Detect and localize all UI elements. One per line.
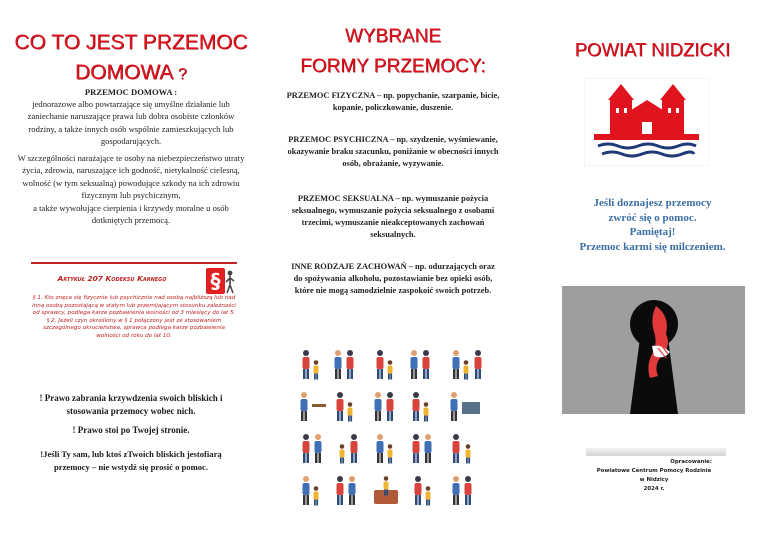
panel1-title: [10, 28, 252, 90]
castle-crest-icon: [584, 78, 709, 166]
keyhole-silenced-face-icon: [562, 286, 745, 414]
panel3-title: POWIAT NIDZICKI: [574, 39, 731, 60]
panel2-title-line1: WYBRANE: [344, 26, 442, 47]
panel1-title-line2: DOMOWA: [75, 61, 173, 84]
footer: [564, 458, 744, 494]
footer-year: 2024 r.: [643, 486, 665, 492]
form-sexual: PRZEMOC SEKSUALNA – np. wymuszanie pożycia seksualnego, wymuszanie pożycia seksualnego z osobami trzecimi, wymuszanie nieakceptowanych zachowań seksualnych.: [291, 194, 495, 239]
footer-city: w Nidzicy: [639, 477, 669, 483]
panel-what-is-violence: [0, 0, 262, 557]
article-box: [31, 262, 237, 365]
svg-text:§: §: [210, 269, 221, 293]
family-violence-people-icons: [294, 342, 494, 522]
specification-text: W szczególności narażające te osoby na niebezpieczeństwo utraty życia, zdrowia, naruszające ich godność, nietykalność cielesną, wolność (w tym seksualną) powodujące szkody na ich zdrowiu fizycznym lub psychicznym,: [17, 153, 245, 201]
definition-text: jednorazowe albo powtarzające się umyślne działanie lub zaniechanie naruszające prawa lub dobra osobiste członków rodziny, a także innych osób wspólnie zamieszkujących lub gospodarujących.: [27, 99, 235, 147]
footer-divider: [586, 448, 726, 456]
panel2-title-line2: FORMY PRZEMOCY:: [300, 56, 486, 77]
article-paragraph-1: § 1. Kto znęca się fizycznie lub psychicznie nad osobą najbliższą lub nad inną osobą pozostającą w stałym lub przemijającym stosunku zależności od sprawcy, podlega karze pozbawienia wolności od 3 miesięcy do lat 5.: [32, 295, 236, 317]
form-other: INNE RODZAJE ZACHOWAŃ – np. odurzających oraz do spożywania alkoholu, pozostawianie bez opieki osób, które nie mogą samodzielnie zaspokoić swoich potrzeb.: [291, 262, 495, 295]
help-message-line1: Jeśli doznajesz przemocy: [593, 197, 712, 209]
article-text: [31, 295, 237, 341]
article-title: Artykuł 207 Kodeksu Karnego: [57, 274, 167, 283]
footer-label: Opracowanie:: [670, 459, 712, 465]
panel1-title-line1: CO TO JEST PRZEMOC: [14, 31, 248, 54]
definition-heading: PRZEMOC DOMOWA :: [84, 87, 178, 97]
footer-organization: Powiatowe Centrum Pomocy Rodzinie: [596, 468, 712, 474]
help-message-line2: zwróć się o pomoc.: [608, 211, 697, 224]
note-law-on-your-side: ! Prawo stoi po Twojej stronie.: [72, 425, 190, 435]
panel-forms-of-violence: [262, 0, 524, 557]
note-law-forbids: ! Prawo zabrania krzywdzenia swoich bliskich i stosowania przemocy wobec nich.: [39, 393, 223, 416]
keyhole-image: [562, 286, 745, 414]
question-mark-icon: ?: [178, 66, 187, 83]
help-message-line3: Pamiętaj!: [629, 226, 676, 239]
note-ask-for-help: !Jeśli Ty sam, lub ktoś zTwoich bliskich jestofiarą przemocy – nie wstydź się prosić o pomoc.: [40, 449, 222, 472]
section-sign-icon: [206, 266, 236, 296]
help-message-line4: Przemoc karmi się milczeniem.: [579, 240, 726, 253]
specification-text-2: a także wywołujące cierpienia i krzywdy moralne u osób dotkniętych przemocą.: [33, 203, 229, 226]
form-physical: PRZEMOC FIZYCZNA – np. popychanie, szarpanie, bicie, kopanie, policzkowanie, duszenie.: [286, 91, 500, 112]
help-message: [524, 196, 781, 254]
panel-powiat: [524, 0, 781, 557]
article-paragraph-2: § 2. Jeżeli czyn określony w § 1 połączony jest ze stosowaniem szczególnego okrucieństwa, sprawca podlega karze pozbawienia wolności od roku do lat 10.: [43, 317, 225, 339]
panel2-title: [262, 22, 524, 82]
form-psychological: PRZEMOC PSYCHICZNA – np. szydzenie, wyśmiewanie, okazywanie braku szacunku, poniżanie w obecności innych osób, obrażanie, wyzywanie.: [287, 135, 499, 168]
